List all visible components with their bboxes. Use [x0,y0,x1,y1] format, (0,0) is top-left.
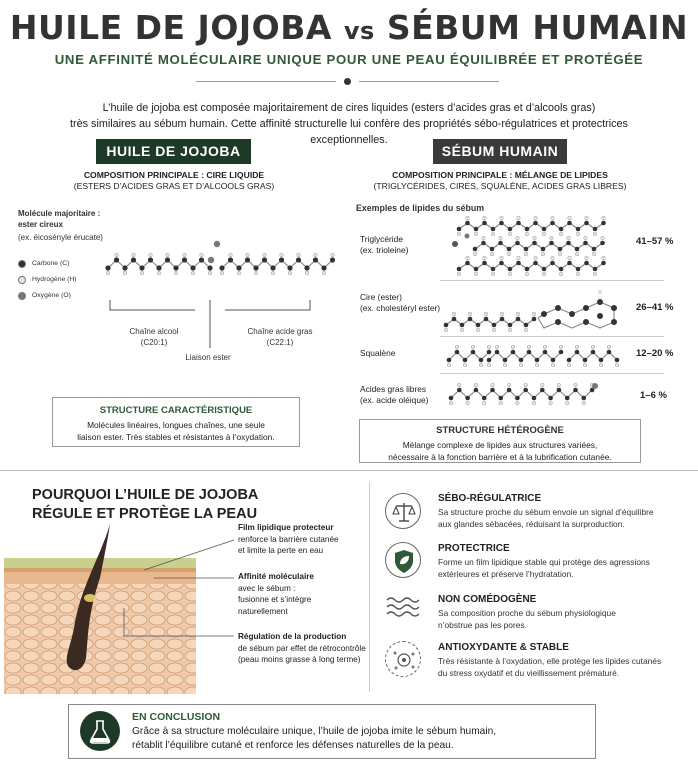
triglyceride-molecule-icon [445,216,625,276]
jojoba-box-line-2: liaison ester. Très stables et résistantes à l’oxydation. [77,432,275,442]
sebum-box-line-2: nécessaire à la fonction barrière et à la lubrification cutanée. [388,452,612,462]
row-divider [440,373,664,374]
molecule-title-2: ester cireux [18,220,63,229]
conclusion-text: Grâce à sa structure moléculaire unique, l’huile de jojoba imite le sébum humain, rétablit l’équilibre cutané et renforce les défenses naturelles de la peau. [132,726,497,751]
sebum-composition [360,170,640,192]
molecule-example: (ex. éicosényle érucate) [18,233,103,242]
atom-legend [18,258,77,301]
annotation-affinity: Affinité moléculaire avec le sébum : fusionne et s’intègre naturellement [238,572,314,616]
feature-protective: PROTECTRICE Forme un film lipidique stable qui protège des agressions extérieures et préserve l’hydratation. [438,543,650,579]
annotation-regulation: Régulation de la production de sébum par effet de rétrocontrôle (peau moins grasse à long terme) [238,632,366,664]
legend-item-hydrogen: Hydrogène (H) [18,274,77,285]
section-divider [0,470,698,471]
flask-icon [80,711,120,751]
lipid-row-triglyceride: Triglycéride (ex. trioleine) [360,234,409,255]
jojoba-comp-line-2: (ESTERS D’ACIDES GRAS ET D’ALCOOLS GRAS) [73,181,275,191]
title-main: HUILE DE JOJOBA [9,8,332,47]
lipid-examples-title: Exemples de lipides du sébum [356,203,485,213]
title-end: SÉBUM HUMAIN [386,8,689,47]
lipid-row-fatty-acids: Acides gras libres (ex. acide oléique) [360,384,429,405]
jojoba-banner: HUILE DE JOJOBA [96,139,251,164]
molecule-title-1: Molécule majoritaire : [18,209,101,218]
jojoba-molecule-icon [100,230,340,290]
feature-antioxidant: ANTIOXYDANTE & STABLE Très résistante à l’oxydation, elle protège les lipides cutanés du stress oxydatif et du vieillissement prématuré. [438,642,662,678]
intro-line-1: L’huile de jojoba est composée majoritairement de cires liquides (esters d’acides gras et d’alcools gras) [102,102,596,114]
oleic-acid-molecule-icon [445,378,605,408]
why-title: POURQUOI L’HUILE DE JOJOBA RÉGULE ET PROTÈGE LA PEAU [32,487,259,522]
balance-scale-icon [385,493,421,529]
triglyceride-pct: 41–57 % [636,236,674,247]
divider-left [196,81,336,82]
legend-item-carbon: Carbone (C) [18,258,77,269]
cholesteryl-ester-molecule-icon [440,284,630,334]
divider-right [359,81,499,82]
ester-link-label: Liaison ester [185,353,231,362]
title-vs: vs [343,17,375,45]
column-divider [369,482,370,692]
sebum-banner: SÉBUM HUMAIN [433,139,567,164]
hydrogen-dot-icon [18,276,26,284]
row-divider [440,336,664,337]
oxygen-dot-icon [18,292,26,300]
conclusion-title: EN CONCLUSION [132,711,221,723]
jojoba-comp-line-1: COMPOSITION PRINCIPALE : CIRE LIQUIDE [83,170,265,180]
intro-line-2: très similaires au sébum humain. Cette affinité structurelle lui confère des propriétés sébo-régulatrices et protectrices exceptionnelles. [70,118,628,146]
molecule-label [18,208,103,243]
jojoba-box-title: STRUCTURE CARACTÉRISTIQUE [99,405,253,416]
squalene-pct: 12–20 % [636,348,674,359]
skin-cross-section-illustration [4,518,236,694]
chain-alcohol: Chaîne alcool (C20:1) [129,327,179,347]
squalene-molecule-icon [445,340,625,370]
sebum-box-line-1: Mélange complexe de lipides aux structures variées, [402,440,598,450]
feature-sebo: SÉBO-RÉGULATRICE Sa structure proche du sébum envoie un signal d’équilibre aux glandes sébacées, réduisant la surproduction. [438,493,654,529]
legend-item-oxygen: Oxygène (O) [18,290,77,301]
lipid-row-wax: Cire (ester) (ex. cholestéryl ester) [360,292,441,313]
sebum-comp-line-1: COMPOSITION PRINCIPALE : MÉLANGE DE LIPIDES [392,170,608,180]
antioxidant-icon [385,641,421,677]
feature-non-comedogenic: NON COMÉDOGÈNE Sa composition proche du sébum physiologique n’obstrue pas les pores. [438,594,616,630]
jojoba-structure-box [52,397,300,447]
shield-leaf-icon [385,542,421,578]
lipid-row-squalene: Squalène [360,348,396,358]
page-subtitle: UNE AFFINITÉ MOLÉCULAIRE UNIQUE POUR UNE PEAU ÉQUILIBRÉE ET PROTÉGÉE [54,52,644,67]
page-title [0,8,698,47]
sebum-structure-box [359,419,641,463]
sebum-comp-line-2: (TRIGLYCÉRIDES, CIRES, SQUALÈNE, ACIDES GRAS LIBRES) [373,181,627,191]
carbon-dot-icon [18,260,26,268]
wax-pct: 26–41 % [636,302,674,313]
sebum-box-title: STRUCTURE HÉTÉROGÈNE [436,425,564,436]
row-divider [440,280,664,281]
annotation-film: Film lipidique protecteur renforce la barrière cutanée et limite la perte en eau [238,523,339,555]
skin-layers-icon [385,592,421,622]
chain-acid: Chaîne acide gras (C22:1) [247,327,313,347]
jojoba-box-line-1: Molécules linéaires, longues chaînes, une seule [87,420,265,430]
fatty-acids-pct: 1–6 % [640,390,667,401]
divider-dot [344,78,351,85]
jojoba-composition [40,170,308,192]
